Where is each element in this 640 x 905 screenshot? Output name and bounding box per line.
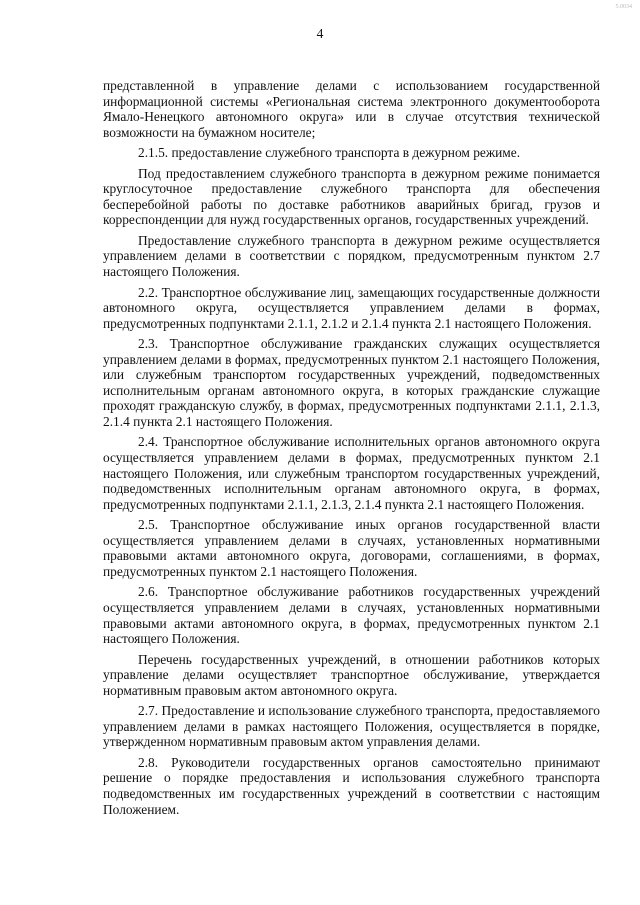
paragraph-2-2: 2.2. Транспортное обслуживание лиц, замещающих государственные должности автономного округа, осуществляется управлением делами в формах, предусмотренных подпунктами 2.1.1, 2.1.2 и 2.1.4 пункта 2.1 настоящего Положения.: [103, 284, 600, 331]
paragraph-institutions-list: Перечень государственных учреждений, в отношении работников которых управление делами осуществляет транспортное обслуживание, утверждается нормативным правовым актом автономного округа.: [103, 651, 600, 698]
paragraph-continuation: представленной в управление делами с использованием государственной информационной системы «Региональная система электронного документооборота Ямало-Ненецкого автономного округа» или в случае отсутствия технической возможности на бумажном носителе;: [103, 78, 600, 140]
paragraph-2-6: 2.6. Транспортное обслуживание работников государственных учреждений осуществляется управлением делами в случаях, установленных нормативными правовыми актами автономного округа, в формах, предусмотренных пунктом 2.1 настоящего Положения.: [103, 584, 600, 647]
page-number: 4: [316, 26, 324, 41]
document-body: [103, 78, 600, 822]
paragraph-2-3: 2.3. Транспортное обслуживание гражданских служащих осуществляется управлением делами в формах, предусмотренных пунктом 2.1 настоящего Положения, или служебным транспортом государственных учреждений, подведомственных исполнительным органам автономного округа, в которых гражданские служащие проходят гражданскую службу, в формах, предусмотренных подпунктами 2.1.1, 2.1.3, 2.1.4 пункта 2.1 настоящего Положения.: [103, 336, 600, 429]
paragraph-2-8: 2.8. Руководители государственных органов самостоятельно принимают решение о порядке предоставления и использования служебного транспорта подведомственных им государственных учреждений в соответствии с настоящим Положением.: [103, 754, 600, 817]
paragraph-duty-mode-definition: Под предоставлением служебного транспорта в дежурном режиме понимается круглосуточное предоставление служебного транспорта для обеспечения бесперебойной работы по доставке работников аварийных бригад, грузов и корреспонденции для нужд государственных органов, государственных учреждений.: [103, 165, 600, 228]
paragraph-2-7: 2.7. Предоставление и использование служебного транспорта, предоставляемого управлением делами в рамках настоящего Положения, осуществляется в порядке, утвержденном нормативным правовым актом управления делами.: [103, 703, 600, 750]
paragraph-2-4: 2.4. Транспортное обслуживание исполнительных органов автономного округа осуществляется управлением делами в формах, предусмотренных пунктом 2.1 настоящего Положения, или служебным транспортом государственных учреждений, подведомственных исполнительным органам автономного округа, в формах, предусмотренных подпунктами 2.1.1, 2.1.3, 2.1.4 пункта 2.1 настоящего Положения.: [103, 434, 600, 512]
paragraph-2-5: 2.5. Транспортное обслуживание иных органов государственной власти осуществляется управлением делами в случаях, установленных нормативными правовыми актами автономного округа, договорами, соглашениями, в формах, предусмотренных пунктом 2.1 настоящего Положения.: [103, 517, 600, 579]
corner-mark: 5.0034: [615, 4, 632, 10]
paragraph-duty-mode-procedure: Предоставление служебного транспорта в дежурном режиме осуществляется управлением делами в соответствии с порядком, предусмотренным пунктом 2.7 настоящего Положения.: [103, 232, 600, 280]
paragraph-2-1-5: 2.1.5. предоставление служебного транспорта в дежурном режиме.: [138, 145, 521, 161]
